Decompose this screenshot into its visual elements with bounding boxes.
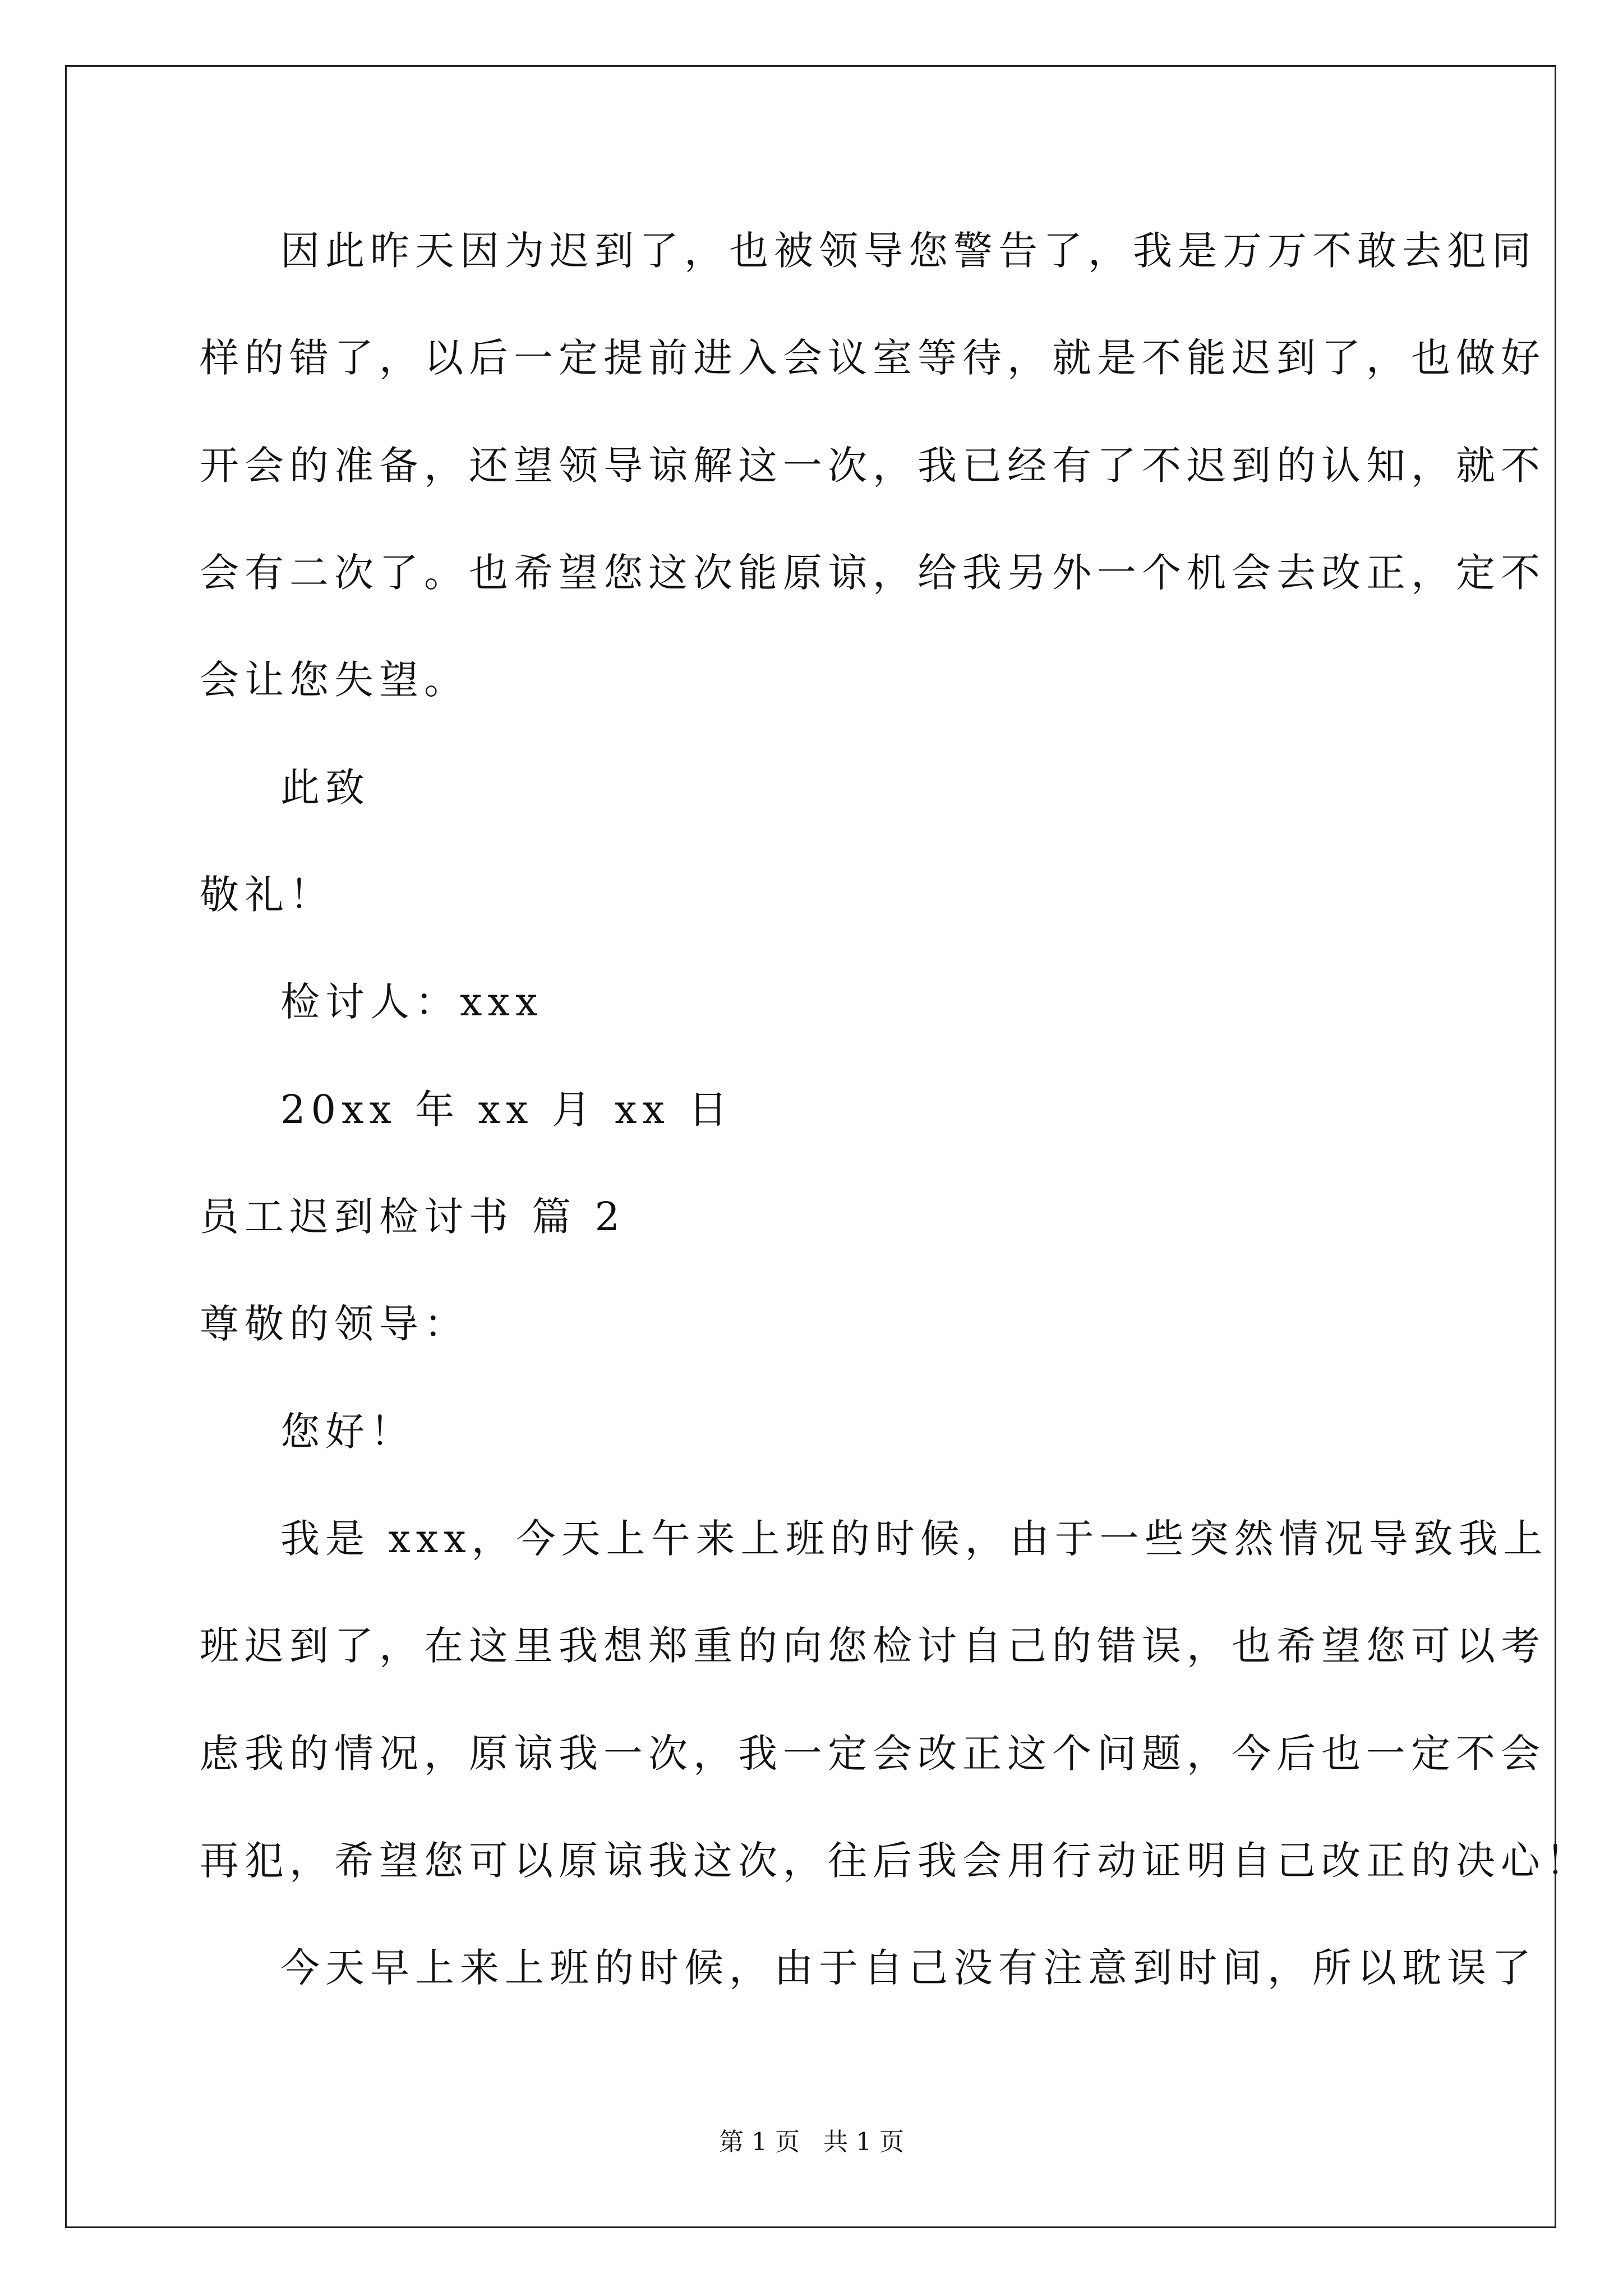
greeting: 尊敬的领导：: [200, 1301, 469, 1347]
paragraph-line: 今天早上来上班的时候，由于自己没有注意到时间，所以耽误了: [280, 1945, 1537, 1991]
paragraph-line: 再犯，希望您可以原谅我这次，往后我会用行动证明自己改正的决心！: [200, 1838, 1590, 1884]
paragraph-line: 开会的准备，还望领导谅解这一次，我已经有了不迟到的认知，就不: [200, 443, 1546, 489]
closing-salutation: 此致: [280, 765, 370, 811]
paragraph-line: 会有二次了。也希望您这次能原谅，给我另外一个机会去改正，定不: [200, 550, 1546, 596]
section-heading: 员工迟到检讨书 篇 2: [200, 1194, 626, 1240]
page-frame: [65, 65, 1590, 2228]
paragraph-line: 样的错了，以后一定提前进入会议室等待，就是不能迟到了，也做好: [200, 335, 1546, 381]
date-line: 20xx 年 xx 月 xx 日: [280, 1087, 734, 1133]
paragraph-line: 虑我的情况，原谅我一次，我一定会改正这个问题，今后也一定不会: [200, 1731, 1546, 1777]
paragraph-line: 因此昨天因为迟到了，也被领导您警告了，我是万万不敢去犯同: [280, 228, 1537, 274]
closing-regards: 敬礼！: [200, 872, 334, 918]
paragraph-line: 我是 xxx，今天上午来上班的时候，由于一些突然情况导致我上: [280, 1516, 1548, 1562]
page-number-footer: 第 1 页 共 1 页: [719, 2128, 904, 2156]
signature-line: 检讨人：xxx: [280, 979, 543, 1025]
paragraph-line: 班迟到了，在这里我想郑重的向您检讨自己的错误，也希望您可以考: [200, 1623, 1546, 1669]
greeting-hello: 您好！: [280, 1409, 415, 1455]
paragraph-line: 会让您失望。: [200, 657, 469, 703]
